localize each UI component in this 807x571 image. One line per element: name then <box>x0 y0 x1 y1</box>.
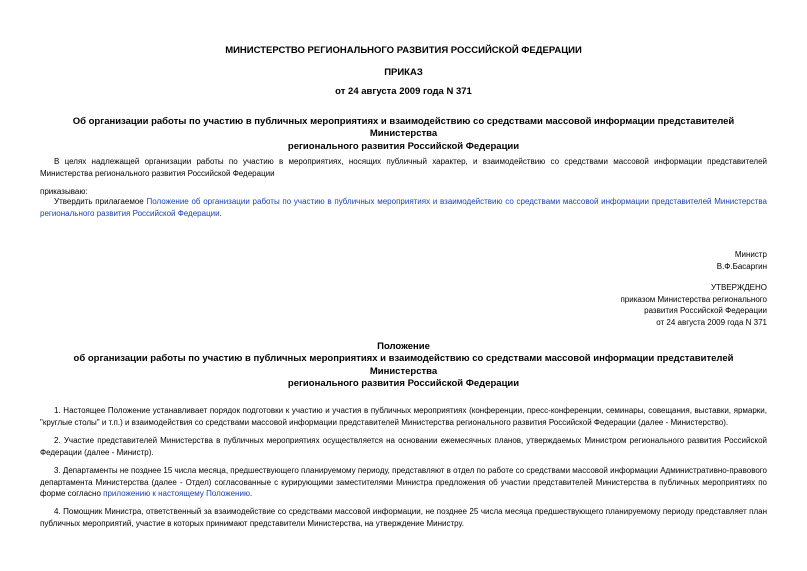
order-word: приказываю: <box>40 187 88 196</box>
item-2: 2. Участие представителей Министерства в публичных мероприятиях осуществляется на основании ежемесячных планов, утверждаемых Министром регионального развития Российской Федерации (далее - Министр). <box>40 436 767 457</box>
approved-block <box>620 282 767 328</box>
regulation-link[interactable]: Положение об организации работы по участию в публичных мероприятиях и взаимодействию со средствами массовой информации представителей Министерства регионального развития Российской Федерации <box>40 197 767 218</box>
doc-type-heading: ПРИКАЗ <box>384 67 423 78</box>
ministry-heading: МИНИСТЕРСТВО РЕГИОНАЛЬНОГО РАЗВИТИЯ РОССИЙСКОЙ ФЕДЕРАЦИИ <box>225 45 582 56</box>
doc-subject-line2: регионального развития Российской Федерации <box>287 140 520 152</box>
appendix-link[interactable]: приложению к настоящему Положению <box>103 489 250 499</box>
item-4: 4. Помощник Министра, ответственный за взаимодействие со средствами массовой информации, не позднее 25 числа месяца предшествующего планируемому периоду представляет план публичных мероприятий, участие в которых принимают представители Министерства, на утверждение Министру. <box>40 507 767 528</box>
approve-paragraph <box>40 196 767 219</box>
doc-subject <box>40 116 767 153</box>
signature-name: В.Ф.Басаргин <box>716 261 767 271</box>
preamble-paragraph: В целях надлежащей организации работы по участию в мероприятиях, носящих публичный характер, и взаимодействию со средствами массовой информации представителей Министерства регионального развития Российской Федерации <box>40 157 767 178</box>
approved-line3: развития Российской Федерации <box>644 306 767 316</box>
item-1: 1. Настоящее Положение устанавливает порядок подготовки к участию и участия в публичных мероприятиях (конференции, пресс-конференции, семинары, совещания, выставки, ярмарки, "круглые столы" и т.п.) и взаимодействия со средствами массовой информации представителей Министерства регионального развития Российской Федерации (далее - Министерство). <box>40 406 767 427</box>
item-3 <box>40 465 767 500</box>
approved-line2: приказом Министерства регионального <box>620 294 767 304</box>
approved-line1: УТВЕРЖДЕНО <box>710 283 767 292</box>
doc-date-number: от 24 августа 2009 года N 371 <box>335 86 472 97</box>
regulation-title-line3: регионального развития Российской Федерации <box>287 378 520 390</box>
approved-line4: от 24 августа 2009 года N 371 <box>656 317 767 327</box>
signature-block <box>717 249 767 272</box>
regulation-title-line2: об организации работы по участию в публичных мероприятиях и взаимодействию со средствами массовой информации представителей Министерства <box>73 353 734 377</box>
regulation-heading <box>40 341 767 390</box>
item-3-text: 3. Департаменты не позднее 15 числа месяца, предшествующего планируемому периоду, представляют в отдел по работе со средствами массовой информации Административно-правового департамента Министерства (далее - Отдел) согласованные с курирующими заместителями Министра предложения об участии представителей Министерства в публичных мероприятиях по форме согласно <box>40 466 767 499</box>
item-3-end: . <box>249 489 253 499</box>
signature-title: Министр <box>734 250 767 259</box>
regulation-title: Положение <box>377 341 430 352</box>
approve-suffix: . <box>219 208 222 218</box>
doc-subject-line1: Об организации работы по участию в публичных мероприятиях и взаимодействию со средствами массовой информации представителей Министерства <box>72 116 735 140</box>
approve-prefix: Утвердить прилагаемое <box>54 197 147 206</box>
